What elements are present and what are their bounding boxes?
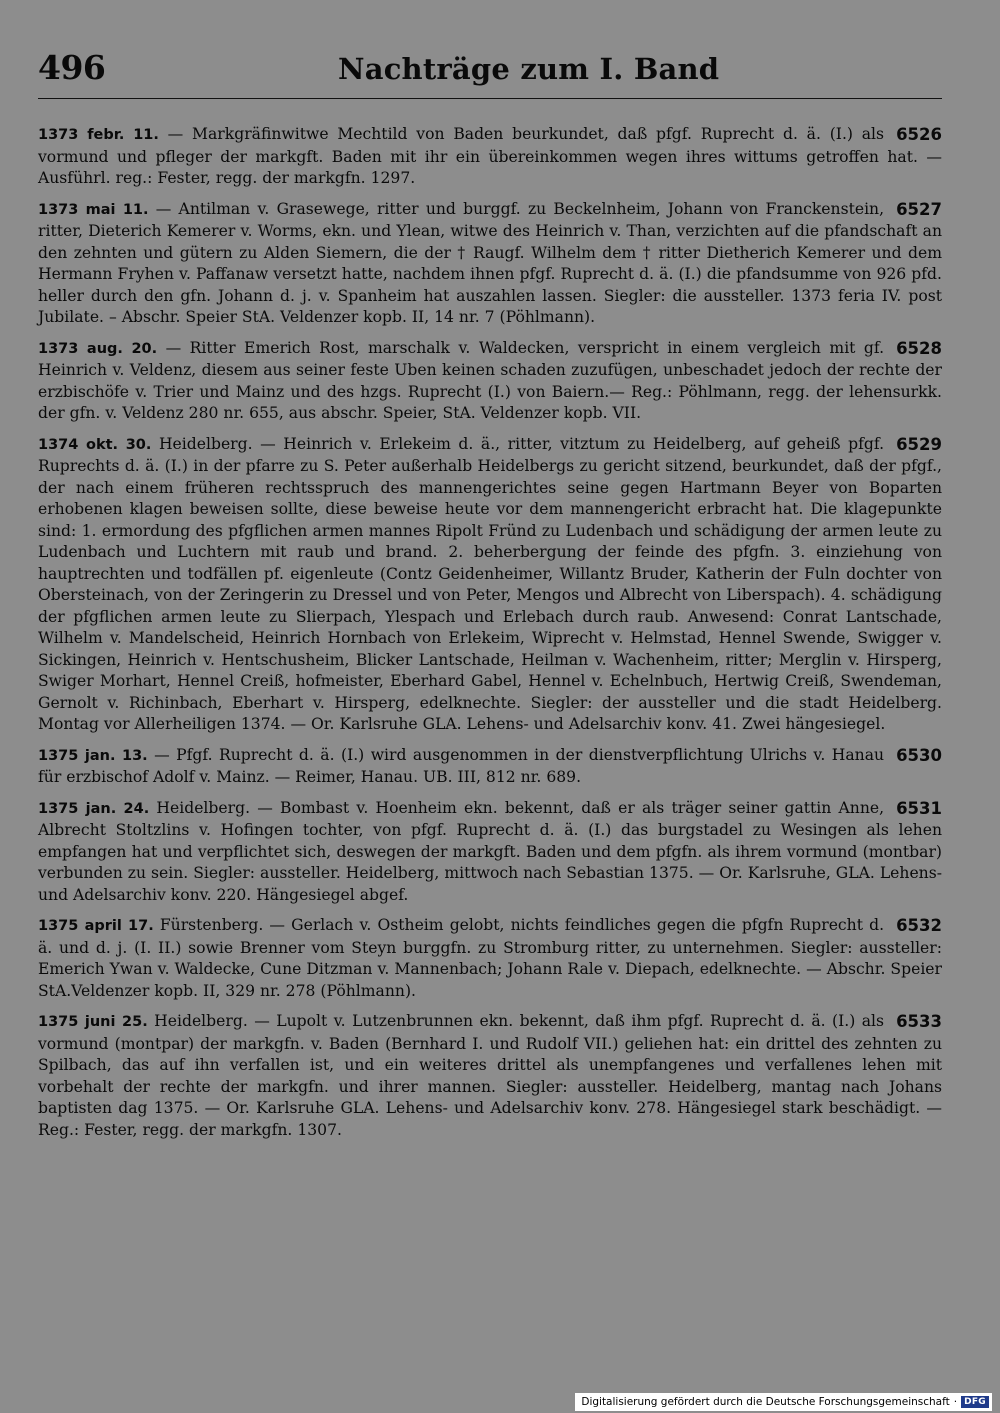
- regest-date: 1375 juni 25.: [38, 1014, 148, 1030]
- regest-entry: [38, 338, 942, 425]
- regest-number: 6527: [896, 199, 942, 219]
- header-rule: [38, 98, 942, 99]
- regest-text: — Markgräfinwitwe Mechtild von Baden beurkundet, daß pfgf. Ruprecht d. ä. (I.) als vormund und pfleger der markgft. Baden mit ihr ein übereinkommen wegen ihres wittums getroffen hat. — Ausführl. reg.: Fester, regg. der markgfn. 1297.: [38, 125, 942, 187]
- regest-text: Heidelberg. — Heinrich v. Erlekeim d. ä., ritter, vitztum zu Heidelberg, auf geheiß pfgf. Ruprechts d. ä. (I.) in der pfarre zu S. Peter außerhalb Heidelbergs zu gericht sitzend, beurkundet, daß der pfgf., der nach einem früheren rechtsspruch des mannengerichtes seine gegen Hartmann Beyer von Boparten erhobenen klagen beweisen sollte, diese beweise heute vor dem mannengericht erbracht hat. Die klagepunkte sind: 1. ermordung des pfgflichen armen mannes Ripolt Fründ zu Ludenbach und schädigung der armen leute zu Ludenbach und Luchtern mit raub und brand. 2. beherbergung der feinde des pfgfn. 3. einziehung von hauptrechten und todfällen pf. eigenleute (Contz Geidenheimer, Willantz Bruder, Katherin der Fuln dochter von Obersteinach, von der Zeringerin zu Dressel und von Peter, Mengos und Albrecht von Liberspach). 4. schädigung der pfgflichen armen leute zu Slierpach, Ylespach und Erlebach durch raub. Anwesend: Conrat Lantschade, Wilhelm v. Mandelscheid, Heinrich Hornbach von Erlekeim, Wiprecht v. Helmstad, Hennel Swende, Swigger v. Sickingen, Heinrich v. Hentschusheim, Blicker Lantschade, Heilman v. Wachenheim, ritter; Merglin v. Hirsperg, Swiger Morhart, Hennel Creiß, hofmeister, Eberhard Gabel, Hennel v. Echelnbuch, Hertwig Creiß, Swendeman, Gernolt v. Richinbach, Eberhart v. Hirsperg, edelknechte. Siegler: der aussteller und die stadt Heidelberg. Montag vor Allerheiligen 1374. — Or. Karlsruhe GLA. Lehens- und Adelsarchiv konv. 41. Zwei hängesiegel.: [38, 434, 942, 733]
- regest-text: — Ritter Emerich Rost, marschalk v. Waldecken, verspricht in einem vergleich mit gf. Heinrich v. Veldenz, diesem aus seiner feste Uben keinen schaden zuzufügen, unbeschadet jedoch der rechte der erzbischöfe v. Trier und Mainz und des hzgs. Ruprecht (I.) von Baiern.— Reg.: Pöhlmann, regg. der lehensurkk. der gfn. v. Veldenz 280 nr. 655, aus abschr. Speier, StA. Veldenzer kopb. VII.: [38, 338, 942, 422]
- regest-text: Heidelberg. — Lupolt v. Lutzenbrunnen ekn. bekennt, daß ihm pfgf. Ruprecht d. ä. (I.) als vormund (montpar) der markgfn. v. Baden (Bernhard I. und Rudolf VII.) geliehen hat: ein drittel des zehnten zu Spilbach, das auf ihn verfallen ist, und ein weiteres drittel als unempfangenes und verfallenes lehen mit vorbehalt der rechte der markgfn. und ihrer mannen. Siegler: aussteller. Heidelberg, mantag nach Johans baptisten dag 1375. — Or. Karlsruhe GLA. Lehens- und Adelsarchiv konv. 278. Hängesiegel stark beschädigt. — Reg.: Fester, regg. der markgfn. 1307.: [38, 1012, 942, 1139]
- regest-number: 6532: [896, 916, 942, 935]
- regest-date: 1375 jan. 13.: [38, 747, 148, 764]
- regest-entry: [38, 745, 942, 789]
- regest-number: 6530: [896, 745, 942, 765]
- regest-number: 6526: [896, 125, 942, 144]
- regest-entry: [38, 915, 942, 1002]
- regest-number: 6529: [896, 434, 942, 454]
- regest-entry: [38, 1011, 942, 1141]
- regest-date: 1375 april 17.: [38, 918, 154, 934]
- regest-entry: [38, 124, 942, 190]
- regest-date: 1375 jan. 24.: [38, 800, 150, 817]
- regest-date: 1373 aug. 20.: [38, 340, 158, 357]
- regest-number: 6531: [896, 798, 942, 818]
- page-header: [38, 48, 942, 96]
- regest-number: 6528: [896, 338, 942, 358]
- running-title: Nachträge zum I. Band: [338, 52, 720, 86]
- dfg-logo-icon: DFG: [961, 1396, 989, 1408]
- regest-date: 1373 mai 11.: [38, 201, 149, 218]
- funding-footer: Digitalisierung gefördert durch die Deutsche Forschungsgemeinschaft · DFG: [575, 1393, 992, 1411]
- regest-text: — Pfgf. Ruprecht d. ä. (I.) wird ausgenommen in der dienstverpflichtung Ulrichs v. Hanau für erzbischof Adolf v. Mainz. — Reimer, Hanau. UB. III, 812 nr. 689.: [38, 745, 885, 786]
- regest-date: 1374 okt. 30.: [38, 436, 152, 453]
- funding-note: Digitalisierung gefördert durch die Deutsche Forschungsgemeinschaft: [581, 1396, 950, 1408]
- page-number: 496: [38, 48, 106, 87]
- regest-text: Fürstenberg. — Gerlach v. Ostheim gelobt, nichts feindliches gegen die pfgfn Ruprecht d. ä. und d. j. (I. II.) sowie Brenner vom Steyn burggfn. zu Stromburg ritter, zu unternehmen. Siegler: aussteller: Emerich Ywan v. Waldecke, Cune Ditzman v. Mannenbach; Johann Rale v. Diepach, edelknechte. — Abschr. Speier StA.Veldenzer kopb. II, 329 nr. 278 (Pöhlmann).: [38, 916, 942, 1000]
- regest-text: Heidelberg. — Bombast v. Hoenheim ekn. bekennt, daß er als träger seiner gattin Anne, Albrecht Stoltzlins v. Hofingen tochter, von pfgf. Ruprecht d. ä. (I.) das burgstadel zu Wesingen als lehen empfangen hat und verpflichtet sich, deswegen der markgft. Baden und dem pfgfn. als ihrem vormund (montbar) verbunden zu sein. Siegler: aussteller. Heidelberg, mittwoch nach Sebastian 1375. — Or. Karlsruhe, GLA. Lehens- und Adelsarchiv konv. 220. Hängesiegel abgef.: [38, 798, 942, 904]
- regest-entry: [38, 434, 942, 736]
- regest-text: — Antilman v. Grasewege, ritter und burggf. zu Beckelnheim, Johann von Franckenstein, ritter, Dieterich Kemerer v. Worms, ekn. und Ylean, witwe des Heinrich v. Than, verzichten auf die pfandschaft an den zehnten und gütern zu Alden Siemern, die der † Raugf. Wilhelm dem † ritter Dietherich Kemerer und dem Hermann Fryhen v. Paffanaw versetzt hatte, nachdem ihnen pfgf. Ruprecht d. ä. (I.) die pfandsumme von 926 pfd. heller durch den gfn. Johann d. j. v. Spanheim hat auszahlen lassen. Siegler: die aussteller. 1373 feria IV. post Jubilate. – Abschr. Speier StA. Veldenzer kopb. II, 14 nr. 7 (Pöhlmann).: [38, 199, 942, 326]
- regest-number: 6533: [896, 1012, 942, 1031]
- regest-entry: [38, 199, 942, 329]
- regest-date: 1373 febr. 11.: [38, 127, 159, 143]
- regest-entry: [38, 798, 942, 907]
- regesta-list: [38, 124, 942, 1150]
